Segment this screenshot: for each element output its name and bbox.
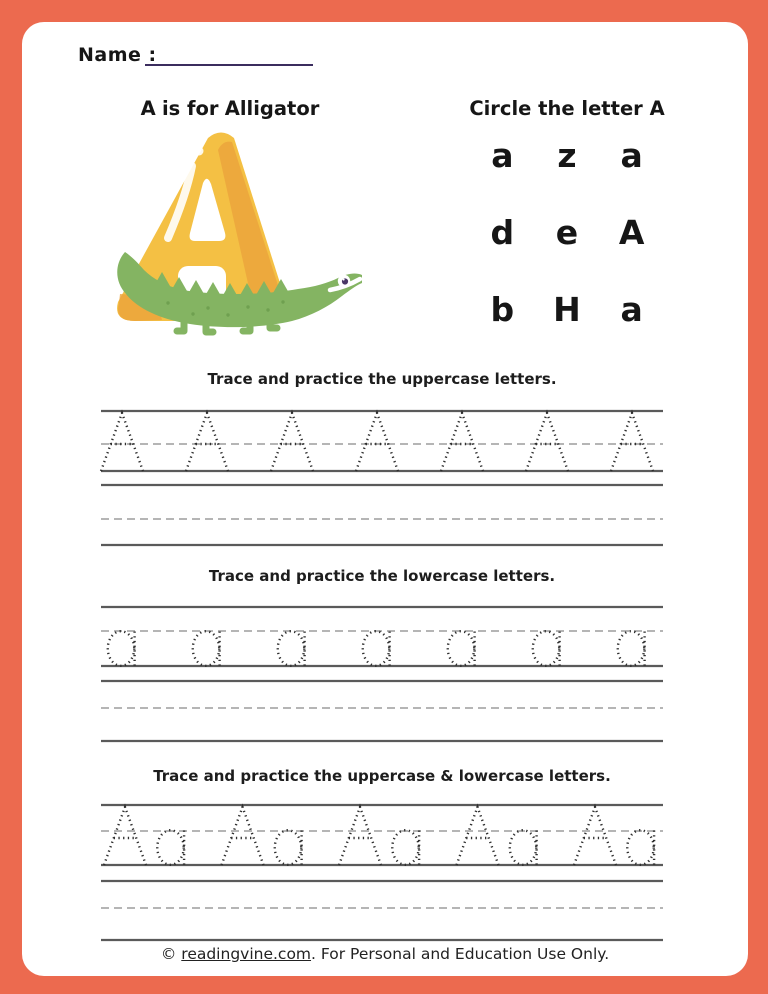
uppercase-section-heading: Trace and practice the uppercase letters. xyxy=(207,370,557,388)
name-label: Name : xyxy=(78,44,157,66)
circle-activity-title: Circle the letter A xyxy=(469,97,665,120)
lowercase-section-heading: Trace and practice the lowercase letters. xyxy=(208,567,556,585)
alligator-letter-a-illustration xyxy=(98,126,368,342)
lesson-title-letter: A xyxy=(140,97,156,120)
footer-suffix: . For Personal and Education Use Only. xyxy=(311,945,610,963)
circle-grid-letter[interactable]: A xyxy=(618,213,645,252)
lesson-title xyxy=(104,97,356,120)
lesson-title-subject: Alligator xyxy=(224,97,320,120)
footer-link[interactable]: readingvine.com xyxy=(181,945,312,963)
circle-grid-letter[interactable]: a xyxy=(491,136,514,175)
copyright-symbol: © xyxy=(160,945,177,963)
circle-grid-letter[interactable]: z xyxy=(557,136,577,175)
name-blank-field[interactable] xyxy=(145,42,313,66)
circle-grid-letter[interactable]: a xyxy=(620,290,643,329)
letter-circle-grid xyxy=(470,117,664,348)
circle-grid-letter[interactable]: H xyxy=(553,290,581,329)
circle-grid-letter[interactable]: b xyxy=(490,290,515,329)
alligator-eye xyxy=(338,275,350,287)
circle-grid-letter[interactable]: e xyxy=(555,213,579,252)
circle-grid-letter[interactable]: d xyxy=(490,213,515,252)
mixed-section-heading: Trace and practice the uppercase & lowercase letters. xyxy=(153,767,611,785)
footer-credit xyxy=(22,945,748,963)
circle-grid-letter[interactable]: a xyxy=(620,136,643,175)
lesson-title-middle: is for xyxy=(161,97,219,120)
